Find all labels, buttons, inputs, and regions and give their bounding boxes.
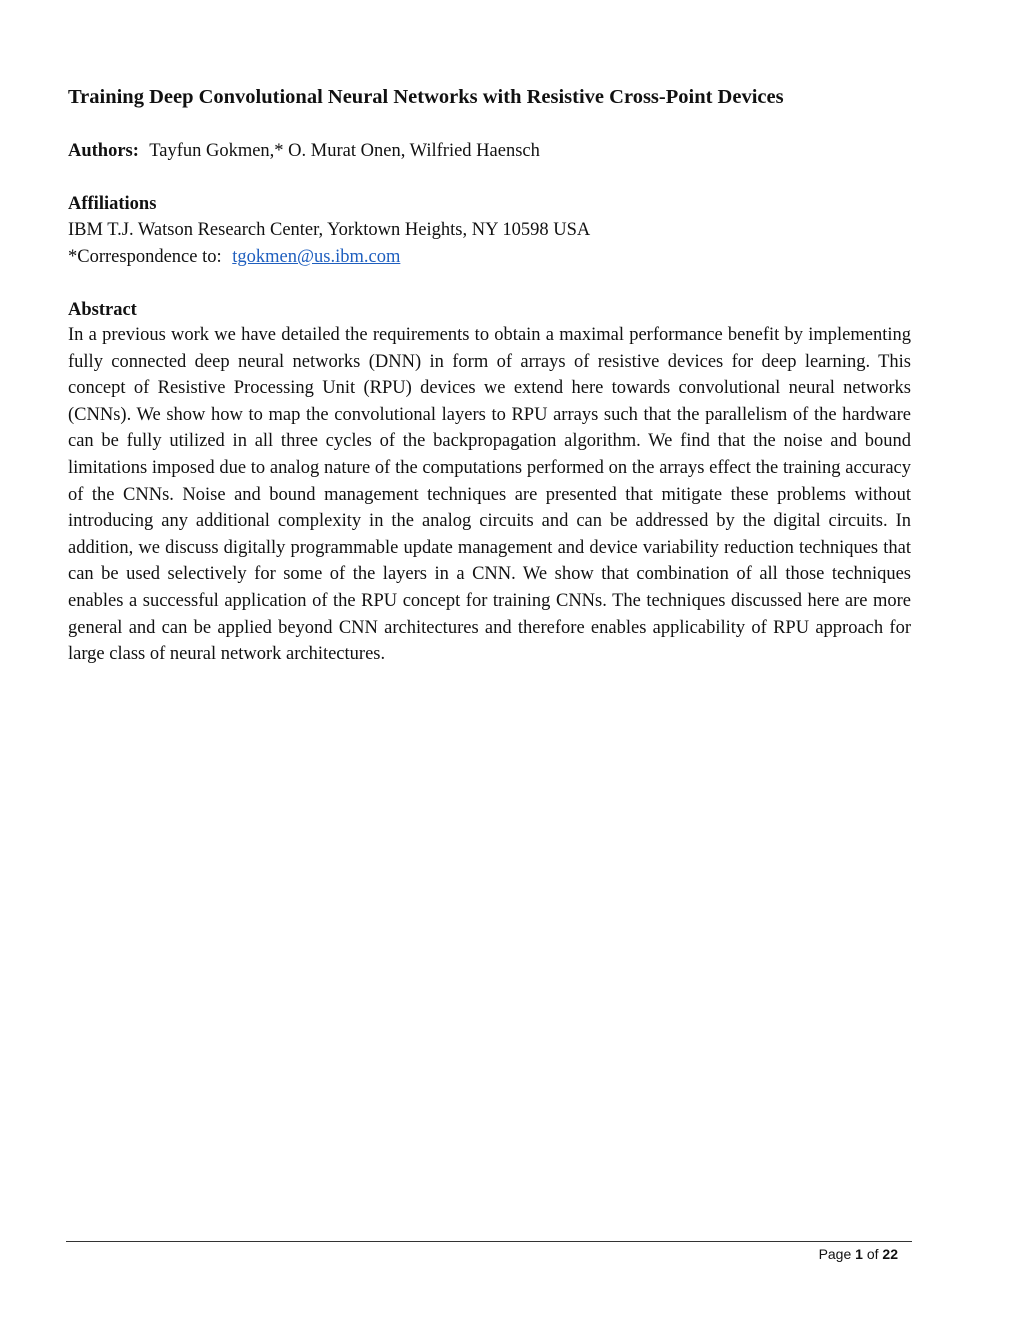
authors-label: Authors: [68,141,139,161]
of-word: of [866,1246,879,1262]
correspondence-line [68,245,400,269]
abstract-body: In a previous work we have detailed the requirements to obtain a maximal performance benefit by implementing fully connected deep neural networks (DNN) in form of arrays of resistive devices for deep learning. This concept of Resistive Processing Unit (RPU) devices we extend here towards convolutional neural networks (CNNs). We show how to map the convolutional layers to RPU arrays such that the parallelism of the hardware can be fully utilized in all three cycles of the backpropagation algorithm. We find that the noise and bound limitations imposed due to analog nature of the computations performed on the arrays effect the training accuracy of the CNNs. Noise and bound management techniques are presented that mitigate these problems without introducing any additional complexity in the analog circuits and can be addressed by the digital circuits. In addition, we discuss digitally programmable update management and device variability reduction techniques that can be used selectively for some of the layers in a CNN. We show that combination of all those techniques enables a successful application of the RPU concept for training CNNs. The techniques discussed here are more general and can be applied beyond CNN architectures and therefore enables applicability of RPU approach for large class of neural network architectures. [68,325,911,665]
page-total: 22 [882,1246,898,1262]
footer-divider [66,1241,912,1242]
abstract-heading: Abstract [68,300,137,320]
page-current: 1 [855,1246,863,1262]
paper-title: Training Deep Convolutional Neural Networks with Resistive Cross-Point Devices [68,86,784,108]
page-number [780,1245,898,1263]
authors-line [68,139,540,163]
affiliation-text: IBM T.J. Watson Research Center, Yorktown Heights, NY 10598 USA [68,220,591,240]
page-word: Page [818,1246,852,1262]
correspondence-label: *Correspondence to: [68,247,222,267]
affiliations-heading: Affiliations [68,194,157,214]
correspondence-email-link[interactable]: tgokmen@us.ibm.com [232,247,401,267]
authors-names: Tayfun Gokmen,* O. Murat Onen, Wilfried Haensch [149,141,540,161]
